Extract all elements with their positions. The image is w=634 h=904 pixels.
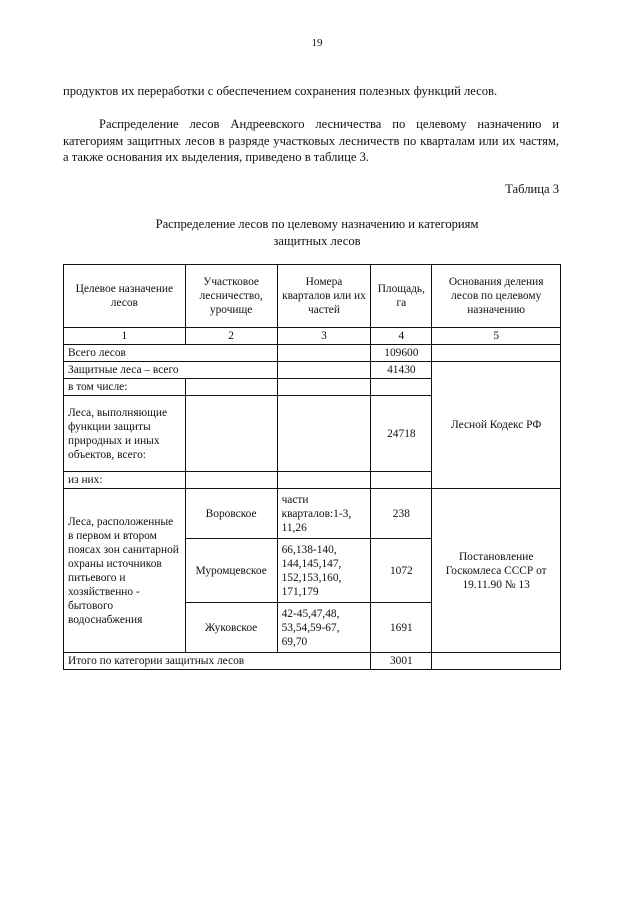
row-label: Леса, расположенные в первом и втором поясах зон санитарной охраны источников питьевого и хозяйственно - бытового водоснабжения — [64, 489, 186, 653]
column-number: 4 — [371, 328, 432, 345]
area-value: 1691 — [371, 603, 432, 653]
area-value: 41430 — [371, 362, 432, 379]
empty-cell — [277, 345, 371, 362]
column-number: 1 — [64, 328, 186, 345]
area-value: 1072 — [371, 539, 432, 603]
empty-cell — [277, 362, 371, 379]
quarters-list: части кварталов:1-3, 11,26 — [277, 489, 371, 539]
empty-cell — [277, 472, 371, 489]
basis-forest-code: Лесной Кодекс РФ — [432, 362, 561, 489]
row-label: Защитные леса – всего — [64, 362, 278, 379]
forestry-name: Жуковское — [185, 603, 277, 653]
column-number-row — [64, 328, 561, 345]
row-label: в том числе: — [64, 379, 186, 396]
row-label: Леса, выполняющие функции защиты природных и иных объектов, всего: — [64, 396, 186, 472]
empty-cell — [432, 345, 561, 362]
empty-cell — [371, 472, 432, 489]
area-value: 109600 — [371, 345, 432, 362]
row-label: Всего лесов — [64, 345, 278, 362]
table-title-line1: Распределение лесов по целевому назначению и категориям — [155, 217, 479, 231]
area-value: 3001 — [371, 653, 432, 670]
forestry-name: Муромцевское — [185, 539, 277, 603]
empty-cell — [185, 396, 277, 472]
header-area: Площадь, га — [371, 265, 432, 328]
column-number: 2 — [185, 328, 277, 345]
empty-cell — [277, 379, 371, 396]
table-row-category-total — [64, 653, 561, 670]
table-row-protective — [64, 362, 561, 379]
table-label: Таблица 3 — [505, 182, 559, 196]
quarters-list: 66,138-140, 144,145,147, 152,153,160, 171,179 — [277, 539, 371, 603]
paragraph-distribution: Распределение лесов Андреевского лесничества по целевому назначению и категориям защитных лесов в разряде участковых лесничеств по кварталам или их частям, а также основания их выделения, приведено в таблице 3. — [63, 117, 559, 164]
column-number: 5 — [432, 328, 561, 345]
header-basis: Основания деления лесов по целевому назначению — [432, 265, 561, 328]
area-value: 238 — [371, 489, 432, 539]
table-header-row — [64, 265, 561, 328]
row-label: Итого по категории защитных лесов — [64, 653, 371, 670]
table-title-line2: защитных лесов — [273, 234, 361, 248]
table-title — [100, 216, 534, 250]
empty-cell — [432, 653, 561, 670]
empty-cell — [371, 379, 432, 396]
table-row-water-supply-1 — [64, 489, 561, 539]
forest-distribution-table — [63, 264, 561, 670]
empty-cell — [185, 472, 277, 489]
quarters-list: 42-45,47,48, 53,54,59-67, 69,70 — [277, 603, 371, 653]
forestry-name: Воровское — [185, 489, 277, 539]
page-number: 19 — [311, 37, 323, 49]
basis-goskomles: Постановление Госкомлеса СССР от 19.11.90 № 13 — [432, 489, 561, 653]
paragraph-continuation: продуктов их переработки с обеспечением сохранения полезных функций лесов. — [63, 84, 498, 98]
empty-cell — [277, 396, 371, 472]
table-row-total-forests — [64, 345, 561, 362]
empty-cell — [185, 379, 277, 396]
header-forestry: Участковое лесничество, урочище — [185, 265, 277, 328]
column-number: 3 — [277, 328, 371, 345]
header-quarters: Номера кварталов или их частей — [277, 265, 371, 328]
header-purpose: Целевое назначение лесов — [64, 265, 186, 328]
row-label: из них: — [64, 472, 186, 489]
area-value: 24718 — [371, 396, 432, 472]
